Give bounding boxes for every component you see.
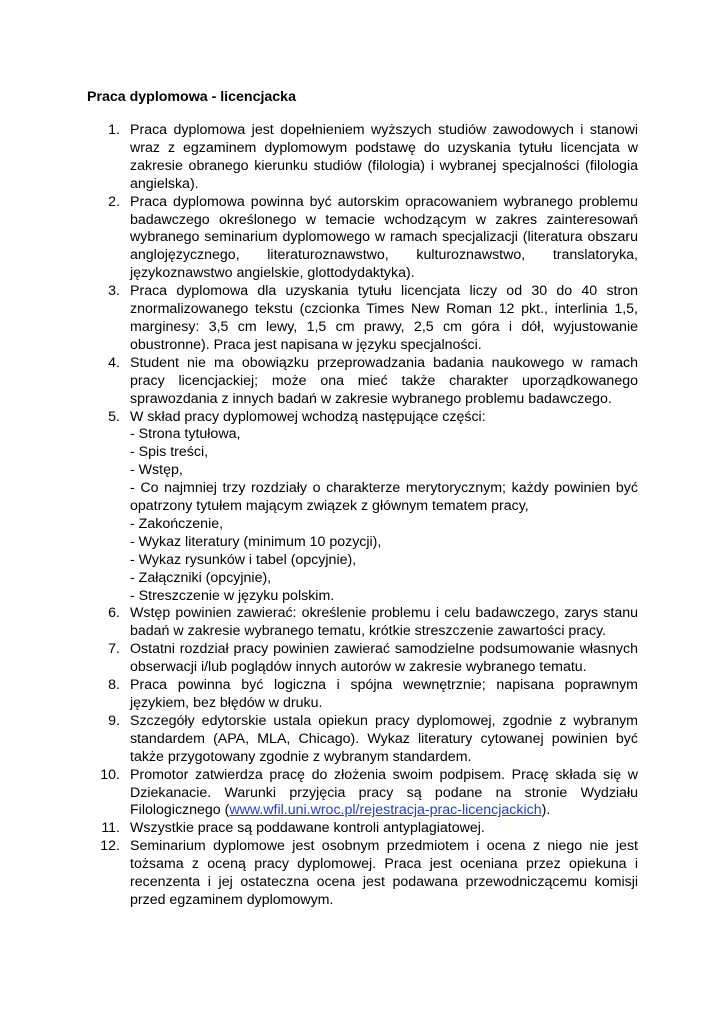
item-number: 5. xyxy=(108,408,120,425)
item-text: Praca dyplomowa dla uzyskania tytułu licencjata liczy od 30 do 40 stron znormalizowanego tekstu (czcionka Times New Roman 12 pkt., interlinia 1,5, marginesy: 3,5 cm lewy, 1,5 cm prawy, 2,5 cm góra i dół, wyjustowanie obustronne). Praca jest napisana w języku specjalności. xyxy=(130,283,638,353)
structure-part: - Załączniki (opcyjnie), xyxy=(130,569,272,586)
list-item xyxy=(0,838,725,910)
list-item xyxy=(0,641,725,677)
structure-part: - Wykaz literatury (minimum 10 pozycji), xyxy=(130,533,382,550)
item-number: 12. xyxy=(100,838,120,855)
registration-link[interactable]: www.wfil.uni.wroc.pl/rejestracja-prac-licencjackich xyxy=(229,802,542,819)
structure-part: - Spis treści, xyxy=(130,444,209,461)
item-number: 3. xyxy=(108,283,120,300)
list-item xyxy=(0,283,725,355)
item-text: Wszystkie prace są poddawane kontroli antyplagiatowej. xyxy=(130,820,485,837)
item-text xyxy=(130,767,638,821)
item-number: 9. xyxy=(108,712,120,729)
document-title: Praca dyplomowa - licencjacka xyxy=(87,89,296,105)
structure-part: - Wykaz rysunków i tabel (opcyjnie), xyxy=(130,551,357,568)
item-text: W skład pracy dyplomowej wchodzą następujące części: xyxy=(130,408,486,425)
item-number: 6. xyxy=(108,605,120,622)
item-number: 8. xyxy=(108,677,120,694)
list-item xyxy=(0,409,725,606)
item-number: 10. xyxy=(100,766,120,783)
item-number: 7. xyxy=(108,641,120,658)
structure-part: - Zakończenie, xyxy=(130,515,224,532)
item-text: Praca dyplomowa jest dopełnieniem wyższych studiów zawodowych i stanowi wraz z egzaminem dyplomowym podstawę do uzyskania tytułu licencjata w zakresie obranego kierunku studiów (filologia) i wybranej specjalności (filologia angielska). xyxy=(130,122,638,192)
structure-part: - Wstęp, xyxy=(130,462,183,479)
structure-part: - Streszczenie w języku polskim. xyxy=(130,587,335,604)
list-item xyxy=(0,355,725,409)
item-number: 11. xyxy=(101,820,120,837)
list-item xyxy=(0,820,725,838)
item-text: Student nie ma obowiązku przeprowadzania badania naukowego w ramach pracy licencjackiej; może ona mieć także charakter uporządkowanego sprawozdania z innych badań w zakresie wybranego problemu badawczego. xyxy=(130,354,638,407)
item-number: 2. xyxy=(108,193,120,210)
item-number: 4. xyxy=(108,354,120,371)
item-text: Wstęp powinien zawierać: określenie problemu i celu badawczego, zarys stanu badań w zakresie wybranego tematu, krótkie streszczenie zawartości pracy. xyxy=(130,605,638,640)
list-item xyxy=(0,122,725,194)
list-item xyxy=(0,194,725,284)
item-text: Szczegóły edytorskie ustala opiekun pracy dyplomowej, zgodnie z wybranym standardem (APA, MLA, Chicago). Wykaz literatury cytowanej powinien być także przygotowany zgodnie z wybranym standardem. xyxy=(130,712,638,765)
structure-part: - Co najmniej trzy rozdziały o charakterze merytorycznym; każdy powinien być opatrzony tytułem mającym związek z głównym tematem pracy, xyxy=(130,480,638,515)
requirements-list xyxy=(0,122,725,910)
item-text-after-link: ). xyxy=(541,802,551,819)
structure-part: - Strona tytułowa, xyxy=(130,426,241,443)
list-item xyxy=(0,713,725,767)
item-text: Seminarium dyplomowe jest osobnym przedmiotem i ocena z niego nie jest tożsama z oceną pracy dyplomowej. Praca jest oceniana przez opiekuna i recenzenta i jej ostateczna ocena jest podawana przewodniczącemu komisji przed egzaminem dyplomowym. xyxy=(130,838,638,908)
list-item xyxy=(0,677,725,713)
item-text: Praca powinna być logiczna i spójna wewnętrznie; napisana poprawnym językiem, bez błędów w druku. xyxy=(130,677,638,711)
item-text: Ostatni rozdział pracy powinien zawierać samodzielne podsumowanie własnych obserwacji i/lub poglądów innych autorów w zakresie wybranego tematu. xyxy=(130,641,638,676)
list-item xyxy=(0,605,725,641)
item-number: 1. xyxy=(108,122,120,138)
item-text: Praca dyplomowa powinna być autorskim opracowaniem wybranego problemu badawczego określonego w temacie wchodzącym w zakres zainteresowań wybranego seminarium dyplomowego w ramach specjalizacji (literatura obszaru anglojęzycznego, literaturoznawstwo, kulturoznawstwo, translatoryka, językoznawstwo angielskie, glottodydaktyka). xyxy=(130,193,638,282)
list-item xyxy=(0,767,725,821)
item-text-before-link: Promotor zatwierdza pracę do złożenia swoim podpisem. Pracę składa się w Dziekanacie. Warunki przyjęcia pracy są podane na stronie Wydziału Filologicznego ( xyxy=(130,766,638,819)
